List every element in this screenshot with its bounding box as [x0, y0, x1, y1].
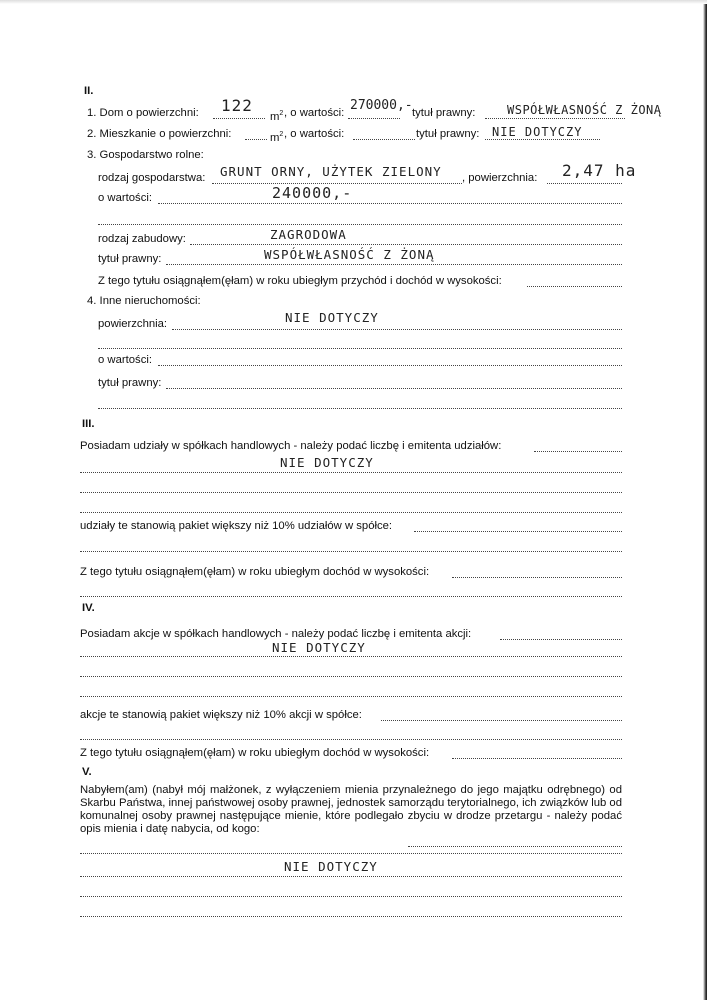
- udzialy-line-3[interactable]: [80, 492, 622, 493]
- rodzaj-zabudowy-field[interactable]: [190, 244, 622, 245]
- nabycie-line-2[interactable]: [80, 853, 622, 854]
- dom-value-field[interactable]: [348, 118, 400, 119]
- nabycie-line-4[interactable]: [80, 896, 622, 897]
- gospodarstwo-income-field[interactable]: [527, 286, 622, 287]
- mieszkanie-title-value: NIE DOTYCZY: [492, 125, 583, 139]
- inne-wartosc-field[interactable]: [158, 365, 622, 366]
- dom-m2-unit: $m^2$: [270, 110, 284, 123]
- mieszkanie-title-field[interactable]: [485, 139, 600, 140]
- akcje-pakiet-label: akcje te stanowią pakiet większy niż 10% akcji w spółce:: [80, 709, 362, 721]
- udzialy-income-label: Z tego tytułu osiągnąłem(ęłam) w roku ubiegłym dochód w wysokości:: [80, 566, 430, 578]
- nabycie-line-3[interactable]: [80, 876, 622, 877]
- nabycie-field[interactable]: [408, 846, 622, 847]
- scan-edge-top: [0, 0, 707, 4]
- mieszkanie-tytul-label: tytuł prawny:: [416, 128, 480, 140]
- gospodarstwo-wartosc-field[interactable]: [158, 203, 622, 204]
- section-iii-header: III.: [82, 418, 95, 430]
- nabycie-value: NIE DOTYCZY: [284, 859, 378, 874]
- inne-tytul-label: tytuł prawny:: [98, 377, 162, 389]
- powierzchnia-label: , powierzchnia:: [462, 172, 538, 184]
- gospodarstwo-tytul-label: tytuł prawny:: [98, 253, 162, 265]
- akcje-pakiet-line-2[interactable]: [80, 739, 622, 740]
- udzialy-income-line-2[interactable]: [80, 596, 622, 597]
- akcje-line-3[interactable]: [80, 676, 622, 677]
- akcje-label: Posiadam akcje w spółkach handlowych - należy podać liczbę i emitenta akcji:: [80, 628, 472, 640]
- akcje-pakiet-field[interactable]: [381, 720, 622, 721]
- akcje-income-field[interactable]: [452, 758, 622, 759]
- dom-title-field[interactable]: [485, 118, 625, 119]
- inne-tytul-field[interactable]: [166, 388, 622, 389]
- dom-wartosc-label: , o wartości:: [284, 107, 345, 119]
- rodzaj-zabudowy-label: rodzaj zabudowy:: [98, 233, 186, 245]
- udzialy-pakiet-label: udziały te stanowią pakiet większy niż 10% udziałów w spółce:: [80, 520, 393, 532]
- mieszkanie-m2-unit: $m^2$: [270, 131, 284, 144]
- mieszkanie-label: 2. Mieszkanie o powierzchni:: [87, 128, 232, 140]
- scan-edge-right: [703, 0, 707, 1000]
- mieszkanie-value-field[interactable]: [353, 139, 415, 140]
- akcje-line-2[interactable]: [80, 656, 622, 657]
- gospodarstwo-income-label: Z tego tytułu osiągnąłem(ęłam) w roku ubiegłym przychód i dochód w wysokości:: [98, 275, 502, 287]
- section-iv-header: IV.: [82, 602, 95, 614]
- rodzaj-gospodarstwa-value: GRUNT ORNY, UŻYTEK ZIELONY: [220, 164, 442, 179]
- inne-tytul-line-2[interactable]: [98, 408, 622, 409]
- gospodarstwo-label: 3. Gospodarstwo rolne:: [87, 149, 204, 161]
- section-v-header: V.: [82, 766, 92, 778]
- powierzchnia-field[interactable]: [547, 183, 622, 184]
- dom-tytul-label: tytuł prawny:: [412, 107, 476, 119]
- akcje-line-4[interactable]: [80, 696, 622, 697]
- akcje-field[interactable]: [500, 639, 622, 640]
- akcje-value: NIE DOTYCZY: [272, 640, 366, 655]
- udzialy-field[interactable]: [534, 451, 622, 452]
- gospodarstwo-wartosc-line-2[interactable]: [98, 224, 622, 225]
- inne-powierzchnia-value: NIE DOTYCZY: [285, 310, 379, 325]
- dom-title-value: WSPÓŁWŁASNOŚĆ Z ŻONĄ: [507, 103, 662, 117]
- dom-label: 1. Dom o powierzchni:: [87, 107, 199, 119]
- mieszkanie-wartosc-label: , o wartości:: [284, 128, 345, 140]
- inne-powierzchnia-label: powierzchnia:: [98, 318, 168, 330]
- inne-wartosc-label: o wartości:: [98, 354, 152, 366]
- udzialy-value: NIE DOTYCZY: [280, 455, 374, 470]
- section-ii-header: II.: [84, 85, 94, 97]
- udzialy-label: Posiadam udziały w spółkach handlowych - należy podać liczbę i emitenta udziałów:: [80, 440, 502, 452]
- gospodarstwo-tytul-value: WSPÓŁWŁASNOŚĆ Z ŻONĄ: [264, 247, 435, 262]
- gospodarstwo-tytul-field[interactable]: [166, 264, 622, 265]
- udzialy-pakiet-field[interactable]: [414, 531, 622, 532]
- dom-area-field[interactable]: [213, 118, 265, 119]
- rodzaj-gospodarstwa-label: rodzaj gospodarstwa:: [98, 172, 206, 184]
- rodzaj-zabudowy-value: ZAGRODOWA: [270, 227, 347, 242]
- powierzchnia-value: 2,47 ha: [562, 161, 637, 180]
- udzialy-line-4[interactable]: [80, 512, 622, 513]
- nabycie-paragraph: Nabyłem(am) (nabył mój małżonek, z wyłączeniem mienia przynależnego do jego majątku odrębnego) od Skarbu Państwa, innej państwowej osoby prawnej, jednostek samorządu terytorialnego, ich związków lub od komunalnej osoby prawnej następujące mienie, które podlegało zbyciu w drodze przetargu - należy podać opis mienia i datę nabycia, od kogo:: [80, 784, 622, 835]
- inne-powierzchnia-line-2[interactable]: [98, 348, 622, 349]
- udzialy-pakiet-line-2[interactable]: [80, 551, 622, 552]
- udzialy-line-2[interactable]: [80, 472, 622, 473]
- akcje-income-label: Z tego tytułu osiągnąłem(ęłam) w roku ubiegłym dochód w wysokości:: [80, 747, 430, 759]
- gospodarstwo-wartosc-value: 240000,-: [272, 184, 353, 202]
- nabycie-line-5[interactable]: [80, 916, 622, 917]
- inne-nieruchomosci-label: 4. Inne nieruchomości:: [87, 295, 201, 307]
- inne-powierzchnia-field[interactable]: [172, 329, 622, 330]
- dom-value: 270000,-: [350, 98, 413, 113]
- dom-area-value: 122: [221, 96, 253, 115]
- udzialy-income-field[interactable]: [452, 577, 622, 578]
- gospodarstwo-wartosc-label: o wartości:: [98, 192, 152, 204]
- mieszkanie-area-field[interactable]: [245, 139, 267, 140]
